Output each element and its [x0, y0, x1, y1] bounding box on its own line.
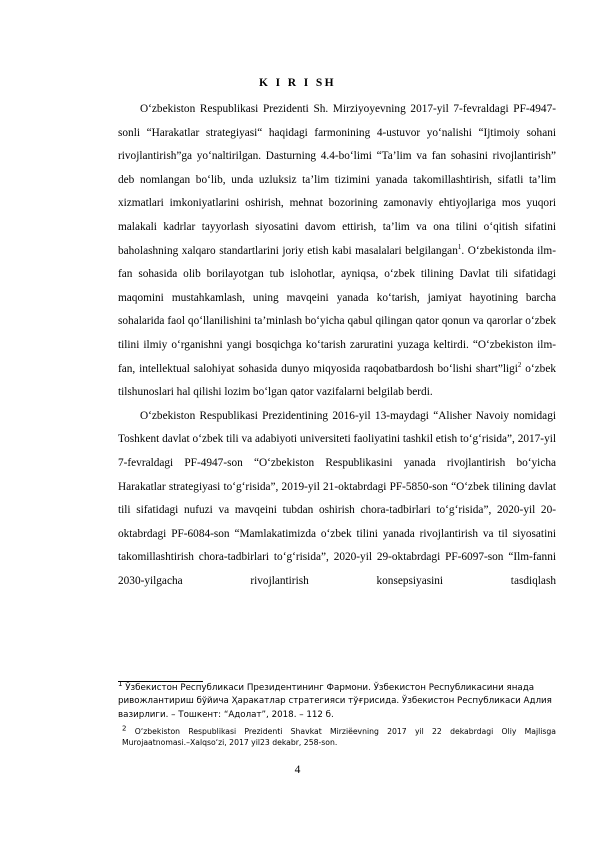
- footnote-2-marker: 2: [122, 724, 127, 733]
- page-heading: K I R I SH: [258, 77, 337, 89]
- footnote-ref-1[interactable]: 1: [457, 242, 462, 251]
- paragraph-1-part-b: . O‘zbekistonda ilm-fan sohasida olib borilayotgan tub islohotlar, ayniqsa, o‘zbek tilining Davlat tili sifatidagi maqomini mustahkamlash, uning mavqeini yanada ko‘tarish, jamiyat hayotining barcha sohalarida faol qo‘llanilishini ta’minlash bo‘yicha qabul qilingan qator qonun va qarorlar o‘zbek tilini ilmiy o‘rganishni yangi bosqichga ko‘tarish zaruratini yuzaga keltirdi. “O‘zbekiston ilm-fan, intellektual salohiyat sohasida dunyo miqyosida raqobatbardosh bo‘lishi shart”ligi: [118, 244, 556, 375]
- page-number: 4: [294, 764, 301, 776]
- footnote-1: [118, 682, 556, 722]
- footnote-1-text: Ўзбекистон Республикаси Президентининг Фармони. Ўзбекистон Республикасини янада ривожлантириш бўйича Ҳаракатлар стратегияси тўғрисида. Ўзбекистон Республикаси Адлия вазирлиги. – Тошкент: “Адолат”, 2018. – 112 б.: [118, 683, 552, 720]
- paragraph-1: [118, 98, 556, 405]
- footnotes: [118, 682, 556, 748]
- footnote-2-text-1: O‘zbekiston Respublikasi Prezidenti Shavkat Mirziёevning 2017 yil 22 dekabrdagi Oliy Majlisga: [126, 726, 556, 736]
- footnote-1-marker: 1: [118, 680, 123, 689]
- footnote-2-line-1: [122, 726, 556, 737]
- footnote-2-text-2: Murojaatnomasi.–Xalqso‘zi, 2017 yil23 dekabr, 258-son.: [122, 738, 338, 748]
- paragraph-1-part-c: o‘zbek tilshunoslari hal qilishi lozim bo‘lgan qator vazifalarni belgilab berdi.: [118, 362, 556, 399]
- footnote-2: [118, 726, 556, 748]
- body-text: [118, 98, 556, 593]
- paragraph-2: O‘zbekiston Respublikasi Prezidentining 2016-yil 13-maydagi “Alisher Navoiy nomidagi Toshkent davlat o‘zbek tili va adabiyoti universiteti faoliyatini tashkil etish to‘g‘risida”, 2017-yil 7-fevraldagi PF-4947-son “O‘zbekiston Respublikasini yanada rivojlantirish bo‘yicha Harakatlar strategiyasi to‘g‘risida”, 2019-yil 21-oktabrdagi PF-5850-son “O‘zbek tilining davlat tili sifatidagi nufuzi va mavqeini tubdan oshirish chora-tadbirlari to‘g‘risida”, 2020-yil 20-oktabrdagi PF-6084-son “Mamlakatimizda o‘zbek tilini yanada rivojlantirish va til siyosatini takomillashtirish chora-tadbirlari to‘g‘risida”, 2020-yil 29-oktabrdagi PF-6097-son “Ilm-fanni 2030-yilgacha rivojlantirish konsepsiyasini tasdiqlash: [118, 409, 556, 587]
- paragraph-1-part-a: O‘zbekiston Respublikasi Prezidenti Sh. Mirziyoyevning 2017-yil 7-fevraldagi PF-4947-sonli “Harakatlar strategiyasi“ haqidagi farmonining 4-ustuvor yo‘nalishi “Ijtimoiy sohani rivojlantirish”ga yo‘naltirilgan. Dasturning 4.4-bo‘limi “Ta’lim va fan sohasini rivojlantirish” deb nomlangan bo‘lib, unda uzluksiz ta’lim tizimini yanada takomillashtirish, sifatli ta’lim xizmatlari imkoniyatlarini oshirish, mehnat bozorining zamonaviy ehtiyojlariga mos yuqori malakali kadrlar tayyorlash siyosatini davom ettirish, ta’lim va ona tilini o‘qitish sifatini baholashning xalqaro standartlarini joriy etish kabi masalalari belgilangan: [118, 103, 556, 257]
- footnote-ref-2[interactable]: 2: [517, 360, 522, 369]
